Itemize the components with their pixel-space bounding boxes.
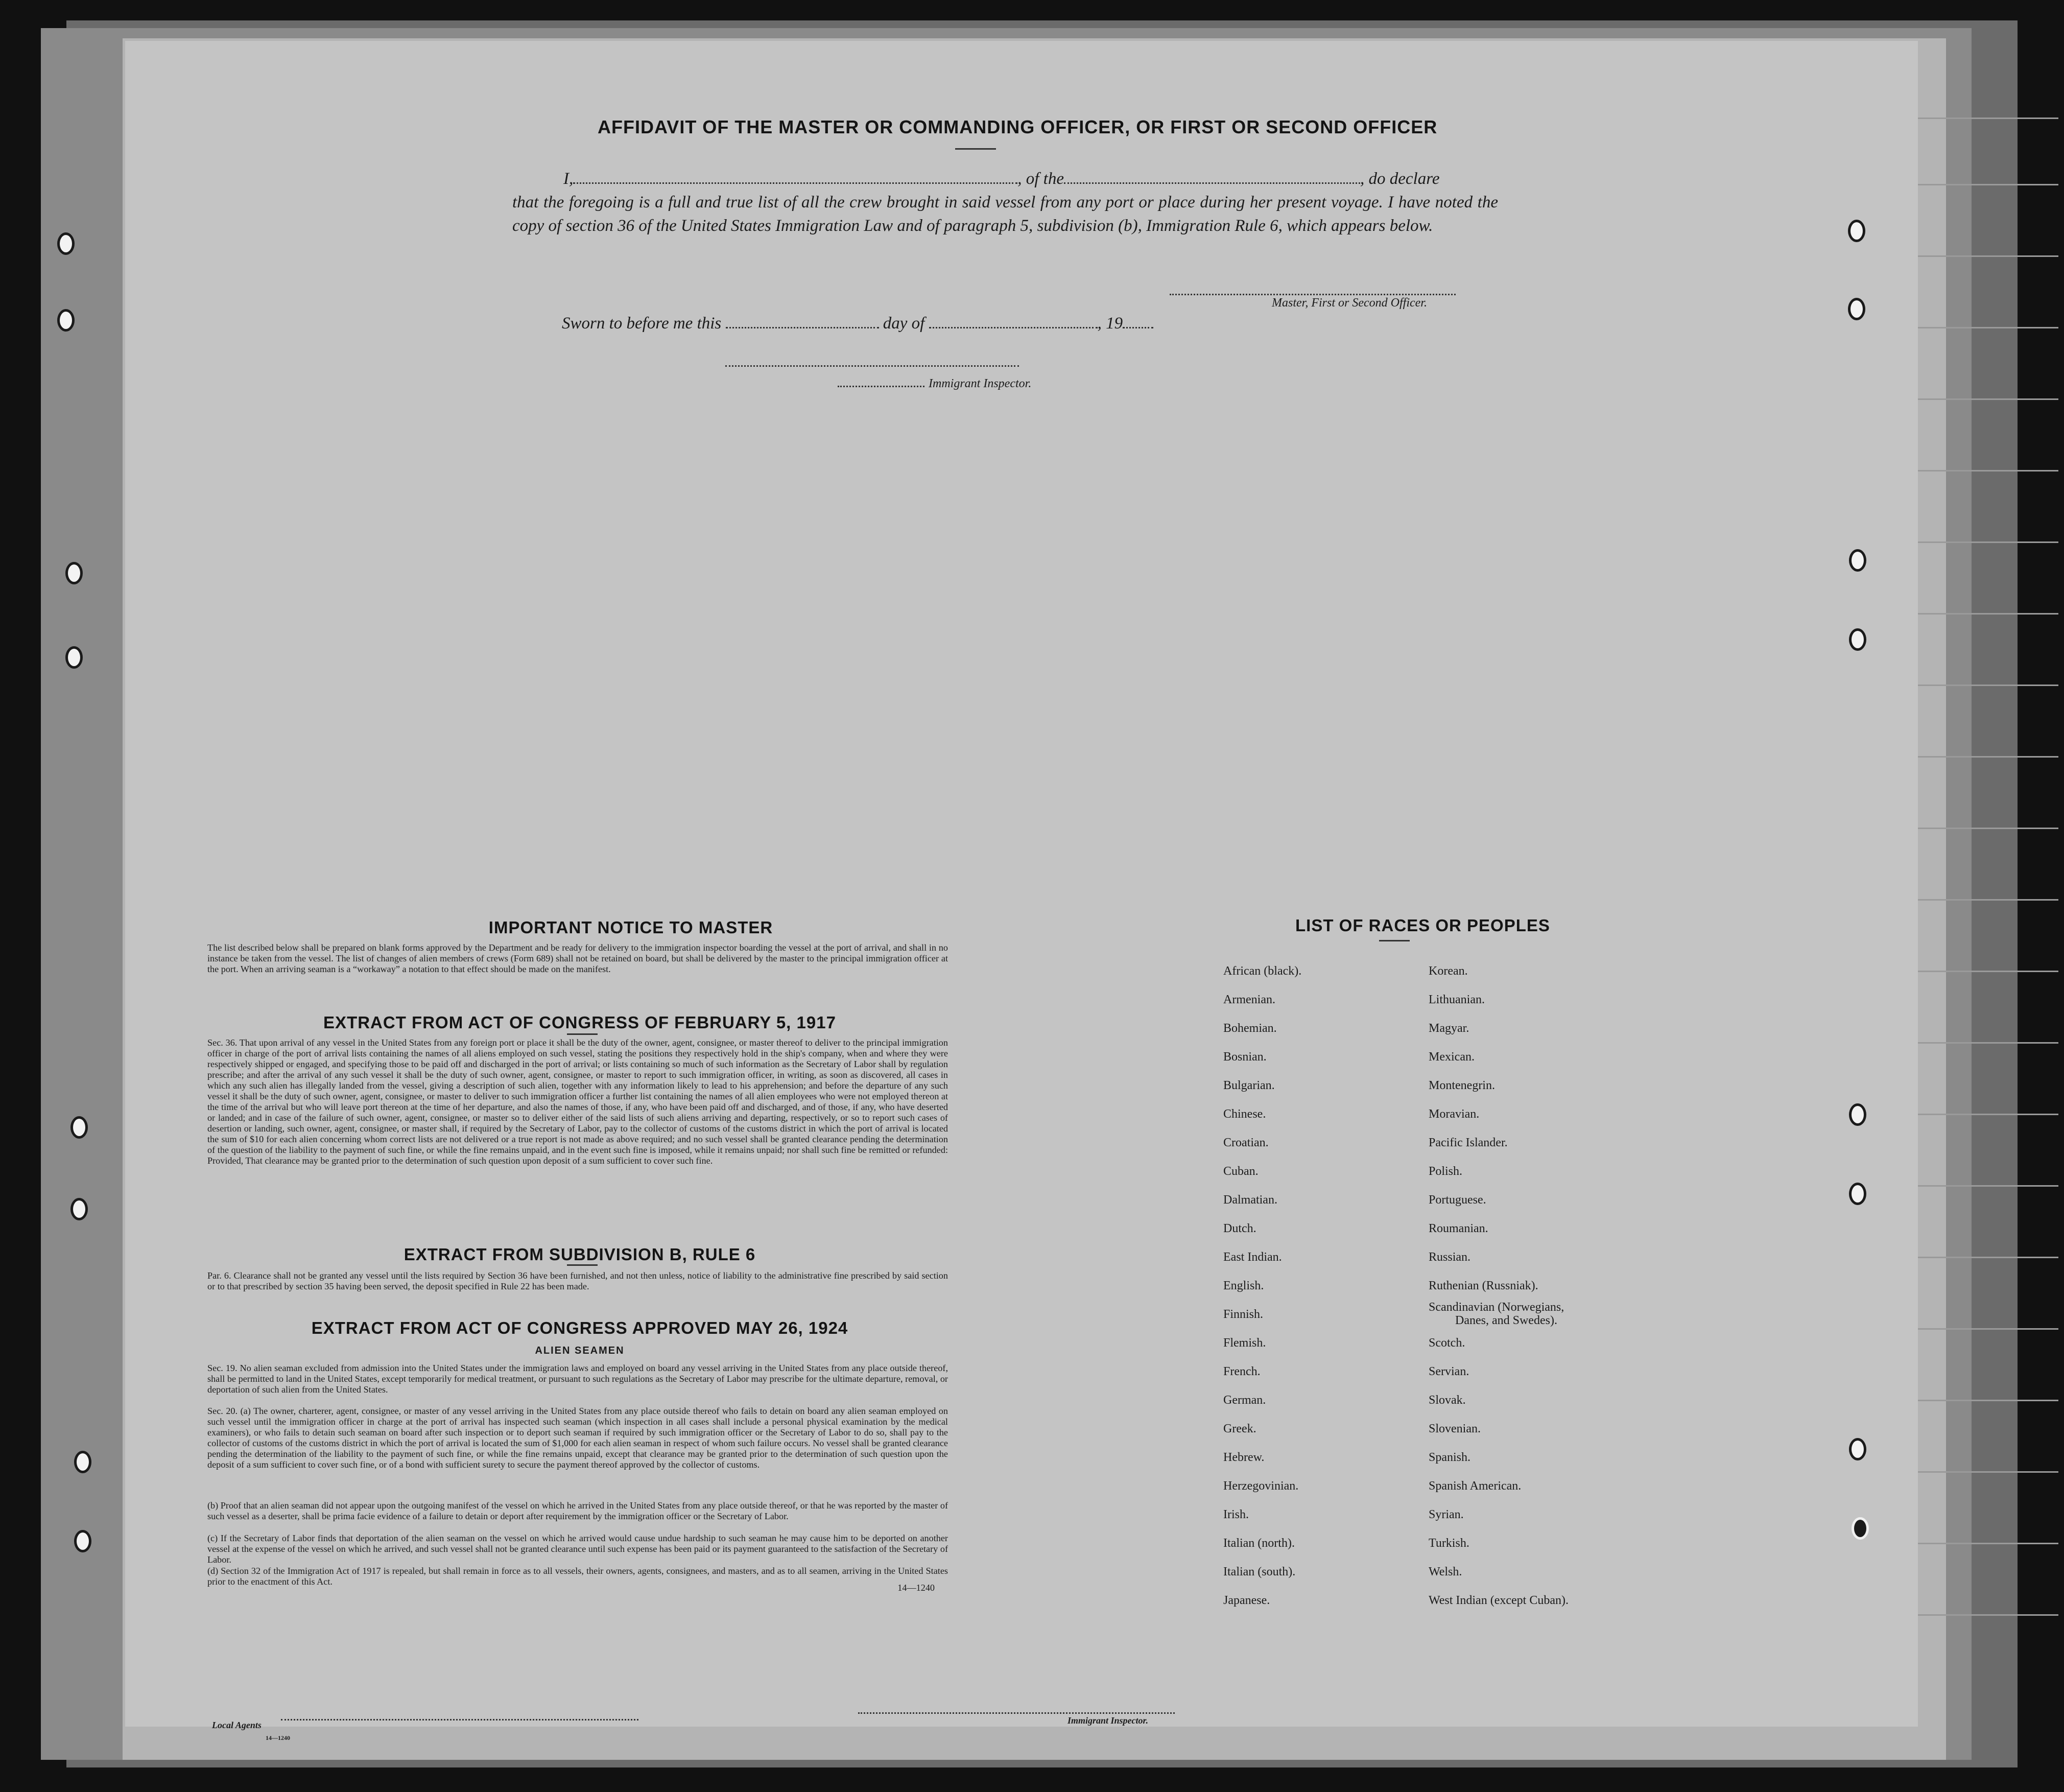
race-item: Pacific Islander. — [1429, 1136, 1508, 1149]
race-item: Russian. — [1429, 1251, 1471, 1264]
punch-hole — [70, 1116, 88, 1139]
extract-1917-title: EXTRACT FROM ACT OF CONGRESS OF FEBRUARY 5, 1917 — [323, 1013, 836, 1032]
affidavit-title: AFFIDAVIT OF THE MASTER OR COMMANDING OFFICER, OR FIRST OR SECOND OFFICER — [598, 116, 1438, 137]
race-item: Bulgarian. — [1223, 1079, 1275, 1092]
race-item: Bohemian. — [1223, 1022, 1277, 1035]
sworn-month-field[interactable] — [929, 316, 1098, 328]
punch-hole — [65, 562, 83, 584]
race-item: Scandinavian (Norwegians, — [1429, 1301, 1564, 1314]
race-item: Dutch. — [1223, 1222, 1256, 1235]
sworn-day-field[interactable] — [726, 316, 879, 328]
declarant-prefix: I, — [563, 170, 574, 188]
sec19-text: Sec. 19. No alien seaman excluded from admission into the United States under the immigration laws and employed on board any vessel arriving in the United States from any place outside thereof, shall be permitted to land in the United States, except temporarily for medical treatment, or pursuant to such regulations as the Secretary of Labor may prescribe for the ultimate departure, removal, or deportation of such alien from the United States. — [207, 1363, 948, 1395]
inspector-signature-line[interactable] — [725, 365, 1019, 367]
race-item: Dalmatian. — [1223, 1193, 1277, 1207]
punch-hole — [1849, 1103, 1866, 1126]
race-item: East Indian. — [1223, 1251, 1282, 1264]
sec20b-text: (b) Proof that an alien seaman did not appear upon the outgoing manifest of the vessel on which he arrived in the United States from any place outside thereof, or that he was reported by the master of such vessel as a deserter, shall be prima facie evidence of a failure to detain or deport after requirement by the immigration officer or the Secretary of Labor. — [207, 1500, 948, 1521]
race-item: Chinese. — [1223, 1107, 1266, 1121]
race-item: Japanese. — [1223, 1594, 1270, 1607]
race-item: English. — [1223, 1279, 1264, 1292]
notice-title: IMPORTANT NOTICE TO MASTER — [488, 918, 773, 937]
race-item: Flemish. — [1223, 1336, 1266, 1350]
race-item: Korean. — [1429, 964, 1468, 978]
race-item: Ruthenian (Russniak). — [1429, 1279, 1538, 1292]
declarant-name-field[interactable] — [573, 171, 1017, 184]
race-item-continued: Danes, and Swedes). — [1455, 1314, 1557, 1327]
vessel-name-field[interactable] — [1064, 171, 1360, 184]
punch-hole — [70, 1198, 88, 1220]
sec20d-text: (d) Section 32 of the Immigration Act of 1917 is repealed, but shall remain in force as to all vessels, their owners, agents, consignees, and masters, and as to all seamen, arriving in the United States prior to the enactment of this Act. — [207, 1566, 948, 1587]
races-column-1 — [1223, 964, 1428, 1608]
race-item: Bosnian. — [1223, 1050, 1267, 1064]
races-column-2 — [1429, 964, 1694, 1608]
punch-hole — [57, 232, 75, 255]
race-item: Scotch. — [1429, 1336, 1465, 1350]
title-rule — [567, 1033, 598, 1035]
race-item: Welsh. — [1429, 1565, 1462, 1578]
declare-label: , do declare — [1360, 170, 1440, 188]
inspector-dots — [838, 386, 924, 387]
bottom-inspector-label: Immigrant Inspector. — [1067, 1715, 1149, 1726]
declarant-of-label: , of the — [1017, 170, 1064, 188]
race-item: Slovak. — [1429, 1394, 1466, 1407]
race-item: Hebrew. — [1223, 1451, 1265, 1464]
race-item: French. — [1223, 1365, 1261, 1378]
notice-text: The list described below shall be prepared on blank forms approved by the Department and be ready for delivery to the immigration inspector boarding the vessel at the port of arrival, and shall in no instance be taken from the vessel. The list of changes of alien members of crews (Form 689) shall not be retained on board, but shall be delivered by the master to the principal immigration officer at the port. When an arriving seaman is a “workaway” a notation to that effect should be made on the manifest. — [207, 942, 948, 974]
sworn-year-label: , 19 — [1097, 314, 1123, 333]
punch-hole — [1848, 298, 1865, 320]
race-item: Montenegrin. — [1429, 1079, 1495, 1092]
sec20a-text: Sec. 20. (a) The owner, charterer, agent, consignee, or master of any vessel arriving in the United States from any place outside thereof who fails to detain on board any alien seaman employed on such vessel until the immigration officer in charge at the port of arrival has inspected such seaman (which inspection in all cases shall include a personal physical examination by the medical examiners), or who fails to detain such seaman on board after such inspection or to deport such seaman if required by such immigration officer or the Secretary of Labor to do so, shall pay to the collector of customs of the customs district in which the port of arrival is located the sum of $1,000 for each alien seaman in respect of whom such failure occurs. No vessel shall be granted clearance pending the determination of the liability to the payment of such fine, or while the fine remains unpaid, except that clearance may be granted prior to the determination of such question upon the deposit of a sum sufficient to cover such fine, or of a bond with sufficient surety to secure the payment thereof approved by the collector of customs. — [207, 1406, 948, 1470]
sworn-day-label: day of — [883, 314, 925, 333]
race-item: Armenian. — [1223, 993, 1275, 1006]
race-item: Italian (south). — [1223, 1565, 1296, 1578]
extract-1917-text: Sec. 36. That upon arrival of any vessel in the United States from any foreign port or place it shall be the duty of the owner, agent, consignee, or master thereof to deliver to the principal immigration officer in charge of the port of arrival lists containing the names of all aliens employed on such vessel, stating the positions they respectively hold in the ship's company, when and where they were respectively shipped or engaged, and specifying those to be paid off and discharged in the port of arrival; or lists containing so much of such information as the Secretary of Labor shall by regulation prescribe; and after the arrival of any such vessel it shall be the duty of such owner, agent, consignee, or master to report to such immigration officer, in writing, as soon as discovered, all cases in which any such alien has illegally landed from the vessel, giving a description of such alien, together with any information likely to lead to his apprehension; and before the departure of any such vessel it shall be the duty of such owner, agent, consignee, or master to deliver to such immigration officer a further list containing the names of all alien employees who were not employed thereon at the time of the arrival but who will leave port thereon at the time of her departure, and also the names of those, if any, who have been paid off and discharged, and of those, if any, who have deserted or landed; and in case of the failure of such owner, agent, consignee, or master so to deliver either of the said lists of such aliens arriving and departing, respectively, or so to report such cases of desertion or landing, such owner, agent, consignee, or master shall, if required by the Secretary of Labor, pay to the collector of customs of the customs district in which the port of arrival is located the sum of $10 for each alien concerning whom correct lists are not delivered or a true report is not made as above required; and no such vessel shall be granted clearance pending the determination of the question of the liability to the payment of such fine, or while the fine remains unpaid, and in the event such fine is imposed, while it remains unpaid; nor shall such fine be remitted or refunded: Provided, That clearance may be granted prior to the determination of such question upon deposit of a sum sufficient to cover such fine. — [207, 1038, 948, 1166]
local-agents-label: Local Agents — [212, 1720, 262, 1730]
punch-hole — [1849, 549, 1866, 572]
race-item: Portuguese. — [1429, 1193, 1486, 1207]
extract-1924-title: EXTRACT FROM ACT OF CONGRESS APPROVED MAY 26, 1924 — [311, 1318, 848, 1337]
punch-hole — [1849, 628, 1866, 651]
race-item: Moravian. — [1429, 1107, 1480, 1121]
race-item: Mexican. — [1429, 1050, 1475, 1064]
punch-hole — [74, 1530, 91, 1552]
race-item: Roumanian. — [1429, 1222, 1488, 1235]
race-item: African (black). — [1223, 964, 1302, 978]
race-item: West Indian (except Cuban). — [1429, 1594, 1569, 1607]
race-item: Italian (north). — [1223, 1537, 1295, 1550]
race-item: Croatian. — [1223, 1136, 1269, 1149]
local-agents-line — [281, 1719, 638, 1720]
declaration-line — [563, 167, 1439, 191]
punch-hole — [1852, 1517, 1869, 1540]
rule6-text: Par. 6. Clearance shall not be granted any vessel until the lists required by Section 36 have been furnished, and not then unless, notice of liability to the administrative fine prescribed by said section or to that prescribed by section 35 having been served, the deposit specified in Rule 22 has been made. — [207, 1270, 948, 1291]
race-item: Polish. — [1429, 1165, 1463, 1178]
race-item: Spanish American. — [1429, 1479, 1522, 1493]
race-item: Syrian. — [1429, 1508, 1464, 1521]
race-item: Spanish. — [1429, 1451, 1471, 1464]
affidavit-body: that the foregoing is a full and true list of all the crew brought in said vessel from any port or place during her present voyage. I have noted the copy of section 36 of the United States Immigration Law and of paragraph 5, subdivision (b), Immigration Rule 6, which appears below. — [512, 193, 1498, 235]
race-item: German. — [1223, 1394, 1266, 1407]
race-item: Turkish. — [1429, 1537, 1469, 1550]
punch-hole — [1848, 220, 1865, 242]
race-item: Cuban. — [1223, 1165, 1259, 1178]
race-item: Slovenian. — [1429, 1422, 1481, 1435]
alien-seamen-subtitle: ALIEN SEAMEN — [535, 1345, 625, 1356]
punch-hole — [1849, 1438, 1866, 1460]
title-rule — [955, 148, 996, 150]
punch-hole — [74, 1451, 91, 1473]
bottom-inspector-line — [858, 1712, 1175, 1714]
master-signature-label: Master, First or Second Officer. — [1272, 296, 1427, 310]
punch-hole — [57, 309, 75, 332]
sec20c-text: (c) If the Secretary of Labor finds that deportation of the alien seaman on the vessel on which he arrived would cause undue hardship to such seaman he may cause him to be deported on another vessel at the expense of the vessel on which he arrived, and such vessel shall not be granted clearance until such expense has been paid or its payment guaranteed to the satisfaction of the Secretary of Labor. — [207, 1533, 948, 1565]
form-number: 14—1240 — [897, 1583, 935, 1593]
punch-hole — [65, 646, 83, 669]
sworn-line — [562, 312, 1153, 335]
punch-hole — [1849, 1183, 1866, 1205]
race-item: Finnish. — [1223, 1308, 1264, 1321]
title-rule — [567, 1264, 598, 1266]
race-item: Greek. — [1223, 1422, 1256, 1435]
race-item: Irish. — [1223, 1508, 1249, 1521]
sworn-prefix: Sworn to before me this — [562, 314, 722, 333]
sworn-year-field[interactable] — [1123, 316, 1153, 328]
title-rule — [1379, 940, 1410, 941]
inspector-label: Immigrant Inspector. — [929, 377, 1032, 390]
race-item: Servian. — [1429, 1365, 1469, 1378]
races-title: LIST OF RACES OR PEOPLES — [1295, 916, 1550, 935]
master-signature-line[interactable] — [1170, 294, 1456, 295]
rule6-title: EXTRACT FROM SUBDIVISION B, RULE 6 — [404, 1245, 756, 1264]
local-agents-form-number: 14—1240 — [266, 1734, 290, 1741]
race-item: Herzegovinian. — [1223, 1479, 1299, 1493]
race-item: Magyar. — [1429, 1022, 1469, 1035]
race-item: Lithuanian. — [1429, 993, 1485, 1006]
